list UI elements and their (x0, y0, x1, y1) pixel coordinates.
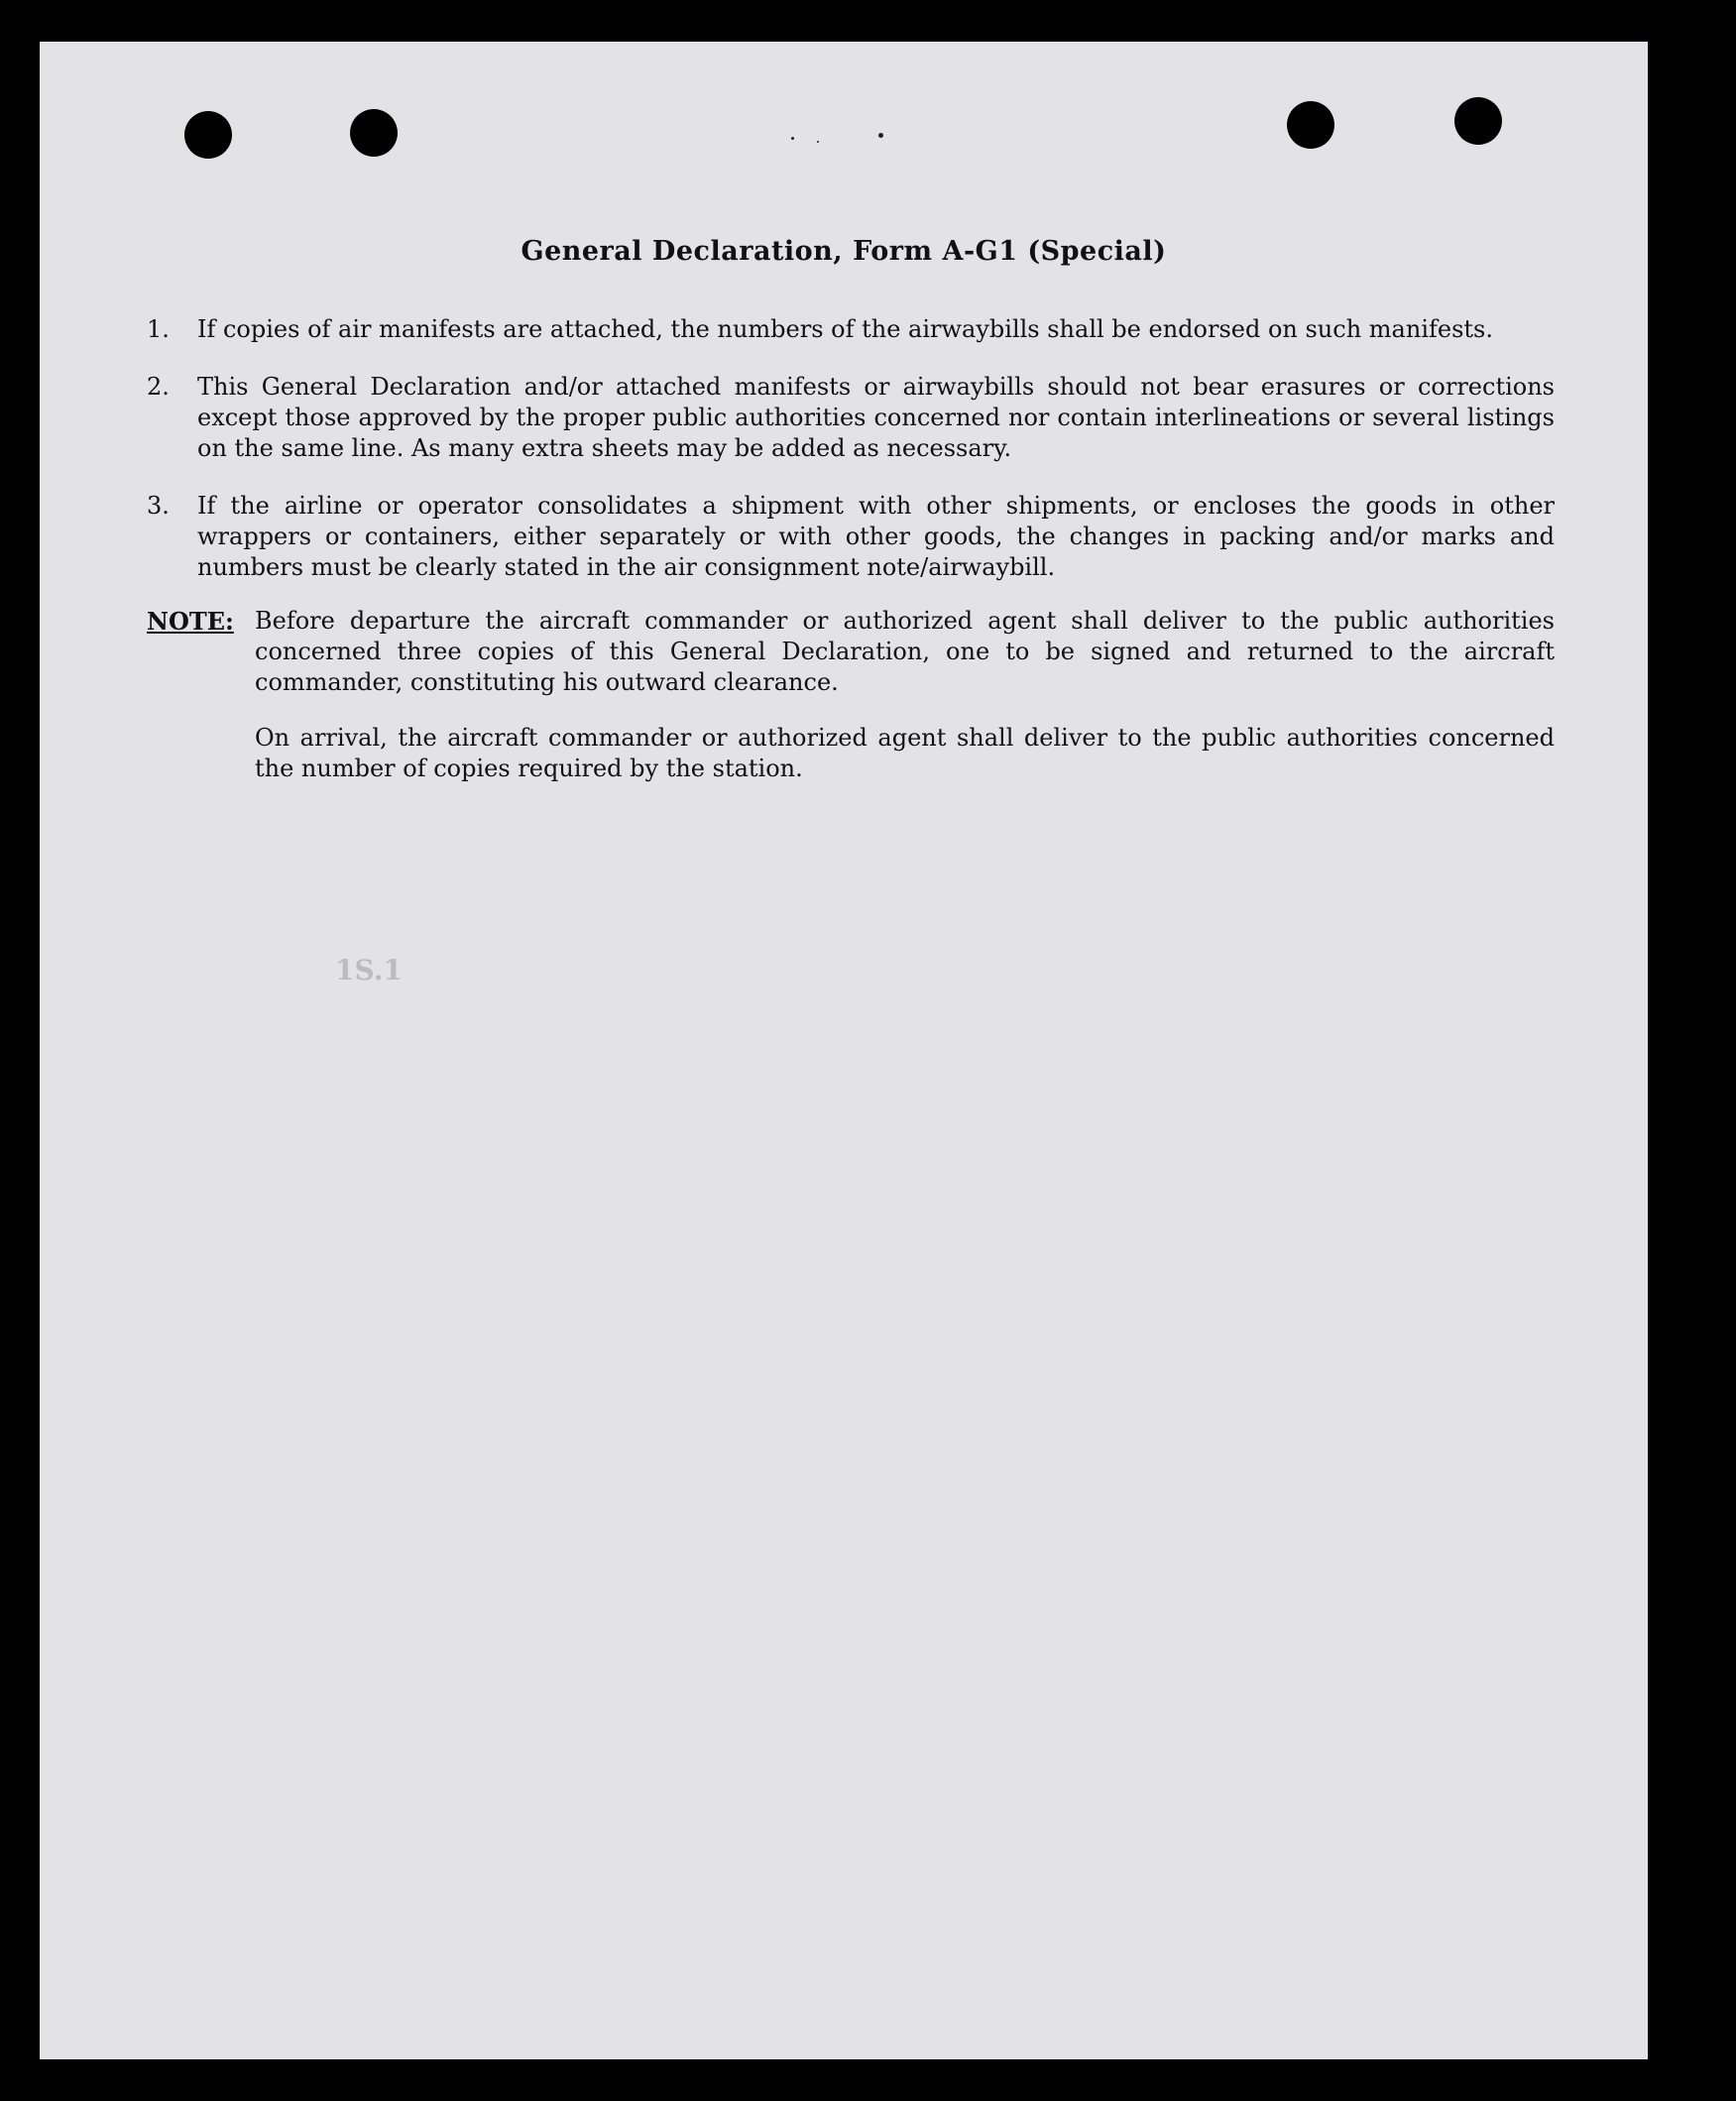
scan-speck (817, 141, 819, 143)
item-number: 3. (147, 492, 170, 520)
faint-stamp-mark: 1S.1 (335, 954, 403, 987)
item-number: 1. (147, 315, 170, 343)
scan-speck (878, 133, 883, 138)
note-label: NOTE: (147, 607, 234, 636)
punch-hole-1 (184, 111, 232, 159)
punch-hole-4 (1454, 97, 1502, 145)
item-text: If the airline or operator consolidates a shipment with other shipments, or encloses the goods in other wrappers or containers, either separately or with other goods, the changes in packing and/or marks and numbers must be clearly stated in the air consignment note/airwaybill. (197, 492, 1555, 581)
document-page (40, 42, 1648, 2059)
scan-speck (791, 137, 794, 140)
item-text: This General Declaration and/or attached manifests or airwaybills should not bear erasures or corrections except those approved by the proper public authorities concerned nor contain interlineations or several listings on the same line. As many extra sheets may be added as necessary. (197, 373, 1555, 462)
note-paragraph-2: On arrival, the aircraft commander or authorized agent shall deliver to the public authorities concerned the number of copies required by the station. (255, 724, 1555, 782)
item-text: If copies of air manifests are attached, the numbers of the airwaybills shall be endorsed on such manifests. (197, 315, 1493, 343)
note-paragraph-1: Before departure the aircraft commander or authorized agent shall deliver to the public authorities concerned three copies of this General Declaration, one to be signed and returned to the aircraft commander, constituting his outward clearance. (255, 607, 1555, 696)
punch-hole-2 (350, 109, 398, 157)
page-title: General Declaration, Form A-G1 (Special) (521, 236, 1167, 267)
punch-hole-3 (1287, 101, 1334, 149)
instruction-item-2 (147, 372, 1555, 464)
instruction-item-1 (147, 314, 1555, 345)
note-section (147, 606, 1555, 784)
item-number: 2. (147, 373, 170, 401)
instruction-item-3 (147, 491, 1555, 583)
